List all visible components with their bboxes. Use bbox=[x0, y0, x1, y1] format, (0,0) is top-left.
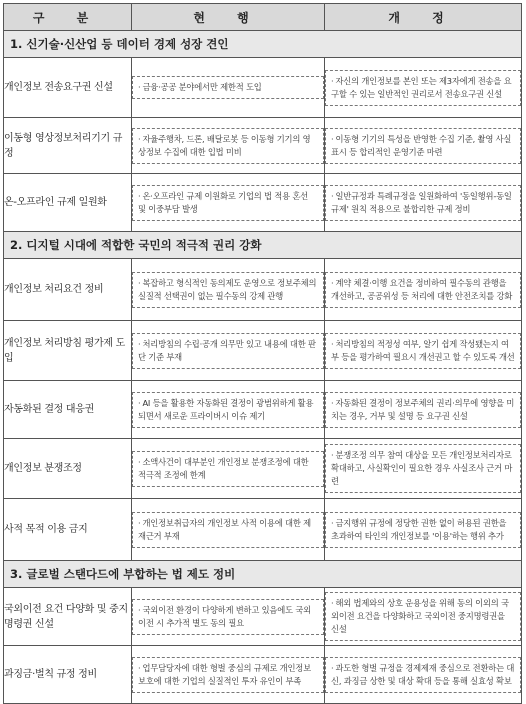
table-row bbox=[4, 58, 522, 118]
current-text: 개인정보취급자의 개인정보 사적 이용에 대한 제재근거 부재 bbox=[138, 517, 311, 541]
table-row bbox=[4, 381, 522, 439]
revised-cell bbox=[325, 272, 521, 308]
section-title: 2. 디지털 시대에 적합한 국민의 적극적 권리 강화 bbox=[4, 232, 522, 259]
revised-cell bbox=[325, 392, 521, 428]
revised-cell bbox=[325, 657, 521, 693]
current-text: 복잡하고 형식적인 동의제도 운영으로 정보주체의 실질적 선택권이 없는 필수동의 강제 관행 bbox=[138, 277, 317, 301]
table-row bbox=[4, 588, 522, 646]
bullet-icon: · bbox=[138, 82, 141, 92]
current-cell bbox=[132, 272, 324, 308]
header-category: 구 분 bbox=[4, 4, 132, 31]
revised-cell bbox=[325, 128, 521, 164]
bullet-icon: · bbox=[138, 133, 141, 144]
current-text: 자율주행차, 드론, 배달로봇 등 이동형 기기의 영상정보 수집에 대한 입법 미비 bbox=[138, 133, 311, 157]
section-header bbox=[4, 561, 522, 588]
table-row bbox=[4, 499, 522, 561]
section-title: 1. 신기술·신산업 등 데이터 경제 성장 견인 bbox=[4, 31, 522, 58]
current-text: 업무담당자에 대한 형벌 중심의 규제로 개인정보 보호에 대한 기업의 실질적인 투자 유인이 부족 bbox=[138, 662, 311, 686]
current-cell bbox=[132, 185, 324, 221]
table-row bbox=[4, 174, 522, 232]
current-cell bbox=[132, 657, 324, 693]
comparison-table bbox=[3, 3, 522, 704]
revised-cell bbox=[325, 444, 521, 493]
bullet-icon: · bbox=[138, 338, 141, 349]
row-label: 국외이전 요건 다양화 및 중지명령권 신설 bbox=[4, 588, 132, 646]
revised-text: 처리방침의 적정성 여부, 알기 쉽게 작성됐는지 여부 등을 평가하여 필요시 개선권고 할 수 있도록 개선 bbox=[331, 338, 515, 362]
revised-text: 자신의 개인정보를 본인 또는 제3자에게 전송을 요구할 수 있는 일반적인 권리로서 전송요구권 신설 bbox=[331, 75, 512, 99]
current-cell bbox=[132, 599, 324, 635]
revised-cell bbox=[325, 333, 521, 369]
bullet-icon: · bbox=[138, 277, 141, 288]
current-cell bbox=[132, 128, 324, 164]
current-cell bbox=[132, 76, 324, 99]
row-label: 개인정보 분쟁조정 bbox=[4, 439, 132, 499]
current-text: 국외이전 환경이 다양하게 변하고 있음에도 국외 이전 시 추가적 별도 동의 필요 bbox=[138, 604, 311, 628]
row-label: 개인정보 전송요구권 신설 bbox=[4, 58, 132, 118]
current-cell bbox=[132, 451, 324, 487]
bullet-icon: · bbox=[138, 456, 141, 467]
bullet-icon: · bbox=[331, 190, 334, 201]
header-revised: 개 정 bbox=[325, 4, 522, 31]
bullet-icon: · bbox=[331, 133, 334, 144]
revised-text: 해외 법제와의 상호 운용성을 위해 동의 이외의 국외이전 요건을 다양화하고 국외이전 중지명령권을 신설 bbox=[331, 598, 509, 634]
current-text: AI 등을 활용한 자동화된 결정이 광범위하게 활용되면서 새로운 프라이버시 이슈 제기 bbox=[138, 397, 314, 421]
section-header bbox=[4, 31, 522, 58]
section-title: 3. 글로벌 스탠다드에 부합하는 법 제도 정비 bbox=[4, 561, 522, 588]
bullet-icon: · bbox=[331, 397, 334, 408]
revised-text: 일반규정과 특례규정을 일원화하여 '동일행위-동일규제' 원칙 적용으로 불합리한 규제 정비 bbox=[331, 190, 512, 214]
current-text: 소액사건이 대부분인 개인정보 분쟁조정에 대한 적극적 조정에 한계 bbox=[138, 456, 309, 480]
bullet-icon: · bbox=[331, 598, 334, 608]
table-row bbox=[4, 259, 522, 321]
row-label: 개인정보 처리요건 정비 bbox=[4, 259, 132, 321]
row-label: 과징금·벌칙 규정 정비 bbox=[4, 646, 132, 704]
revised-text: 자동화된 결정이 정보주체의 권리·의무에 영향을 미치는 경우, 거부 및 설명 등 요구권 신설 bbox=[331, 397, 515, 421]
header-current: 현 행 bbox=[132, 4, 325, 31]
current-cell bbox=[132, 512, 324, 548]
revised-text: 분쟁조정 의무 참여 대상을 모든 개인정보처리자로 확대하고, 사실확인이 필요한 경우 사실조사 근거 마련 bbox=[331, 450, 513, 486]
row-label: 사적 목적 이용 금지 bbox=[4, 499, 132, 561]
bullet-icon: · bbox=[138, 397, 141, 408]
revised-cell bbox=[325, 70, 521, 106]
revised-text: 과도한 형벌 규정을 경제제재 중심으로 전환하는 대신, 과징금 상한 및 대상 확대 등을 통해 실효성 확보 bbox=[331, 662, 515, 686]
revised-text: 금지행위 규정에 정당한 권한 없이 허용된 권한을 초과하여 타인의 개인정보를 '이용'하는 행위 추가 bbox=[331, 517, 507, 541]
current-cell bbox=[132, 392, 324, 428]
revised-text: 계약 체결·이행 요건을 정비하여 필수동의 관행을 개선하고, 공공위성 등 처리에 대한 안전조치를 강화 bbox=[331, 277, 513, 301]
revised-text: 이동형 기기의 특성을 반영한 수집 기준, 촬영 사실 표시 등 합리적인 운영기준 마련 bbox=[331, 133, 512, 157]
current-text: 처리방침의 수립·공개 의무만 있고 내용에 대한 판단 기준 부재 bbox=[138, 338, 316, 362]
row-label: 온-오프라인 규제 일원화 bbox=[4, 174, 132, 232]
bullet-icon: · bbox=[331, 338, 334, 349]
bullet-icon: · bbox=[138, 190, 141, 201]
revised-cell bbox=[325, 512, 521, 548]
row-label: 개인정보 처리방침 평가제 도입 bbox=[4, 321, 132, 381]
table-header-row bbox=[4, 4, 522, 31]
row-label: 이동형 영상정보처리기기 규정 bbox=[4, 118, 132, 174]
table-row bbox=[4, 118, 522, 174]
current-text: 금융·공공 분야에서만 제한적 도입 bbox=[142, 82, 262, 92]
bullet-icon: · bbox=[138, 662, 141, 673]
bullet-icon: · bbox=[138, 604, 141, 615]
bullet-icon: · bbox=[331, 662, 334, 673]
revised-cell bbox=[325, 185, 521, 221]
current-text: 온·오프라인 규제 이원화로 기업의 법 적용 혼선 및 이중부담 발생 bbox=[138, 190, 308, 214]
bullet-icon: · bbox=[331, 450, 334, 460]
table-row bbox=[4, 646, 522, 704]
revised-cell bbox=[325, 592, 521, 641]
table-row bbox=[4, 439, 522, 499]
bullet-icon: · bbox=[331, 277, 334, 288]
bullet-icon: · bbox=[138, 517, 141, 528]
table-row bbox=[4, 321, 522, 381]
bullet-icon: · bbox=[331, 75, 334, 86]
row-label: 자동화된 결정 대응권 bbox=[4, 381, 132, 439]
bullet-icon: · bbox=[331, 517, 334, 528]
section-header bbox=[4, 232, 522, 259]
current-cell bbox=[132, 333, 324, 369]
